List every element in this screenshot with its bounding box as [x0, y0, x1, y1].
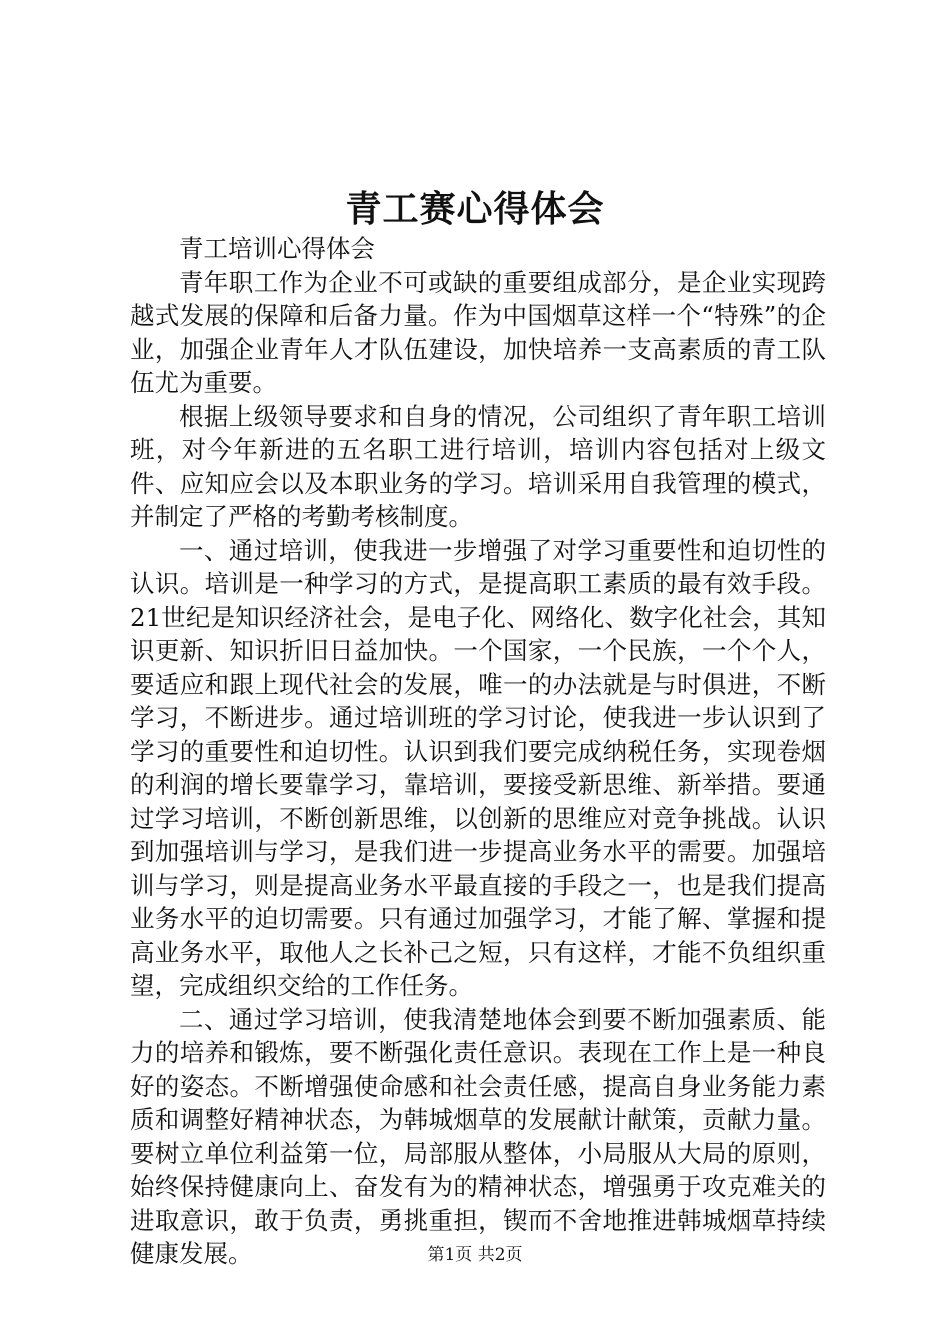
page-footer: 第1页 共2页	[427, 1245, 523, 1265]
background-paragraph: 根据上级领导要求和自身的情况，公司组织了青年职工培训班，对今年新进的五名职工进行培训，培训内容包括对上级文件、应知应会以及本职业务的学习。培训采用自我管理的模式，并制定了严格的考勤考核制度。	[130, 401, 826, 531]
intro-paragraph: 青年职工作为企业不可或缺的重要组成部分，是企业实现跨越式发展的保障和后备力量。作为中国烟草这样一个“特殊”的企业，加强企业青年人才队伍建设，加快培养一支高素质的青工队伍尤为重要。	[130, 267, 826, 397]
document-body	[130, 232, 826, 1271]
document-title: 青工赛心得体会	[345, 188, 605, 230]
subtitle-paragraph: 青工培训心得体会	[179, 234, 375, 263]
point-one-paragraph: 一、通过培训，使我进一步增强了对学习重要性和迫切性的认识。培训是一种学习的方式，是提高职工素质的最有效手段。21世纪是知识经济社会，是电子化、网络化、数字化社会，其知识更新、知识折旧日益加快。一个国家，一个民族，一个个人，要适应和跟上现代社会的发展，唯一的办法就是与时俱进，不断学习，不断进步。通过培训班的学习讨论，使我进一步认识到了学习的重要性和迫切性。认识到我们要完成纳税任务，实现卷烟的利润的增长要靠学习，靠培训，要接受新思维、新举措。要通过学习培训，不断创新思维，以创新的思维应对竞争挑战。认识到加强培训与学习，是我们进一步提高业务水平的需要。加强培训与学习，则是提高业务水平最直接的手段之一，也是我们提高业务水平的迫切需要。只有通过加强学习，才能了解、掌握和提高业务水平，取他人之长补己之短，只有这样，才能不负组织重望，完成组织交给的工作任务。	[130, 535, 826, 1000]
point-two-paragraph: 二、通过学习培训，使我清楚地体会到要不断加强素质、能力的培养和锻炼，要不断强化责任意识。表现在工作上是一种良好的姿态。不断增强使命感和社会责任感，提高自身业务能力素质和调整好精神状态，为韩城烟草的发展献计献策，贡献力量。要树立单位利益第一位，局部服从整体，小局服从大局的原则，始终保持健康向上、奋发有为的精神状态，增强勇于攻克难关的进取意识，敢于负责，勇挑重担，锲而不舍地推进韩城烟草持续健康发展。	[130, 1004, 826, 1268]
